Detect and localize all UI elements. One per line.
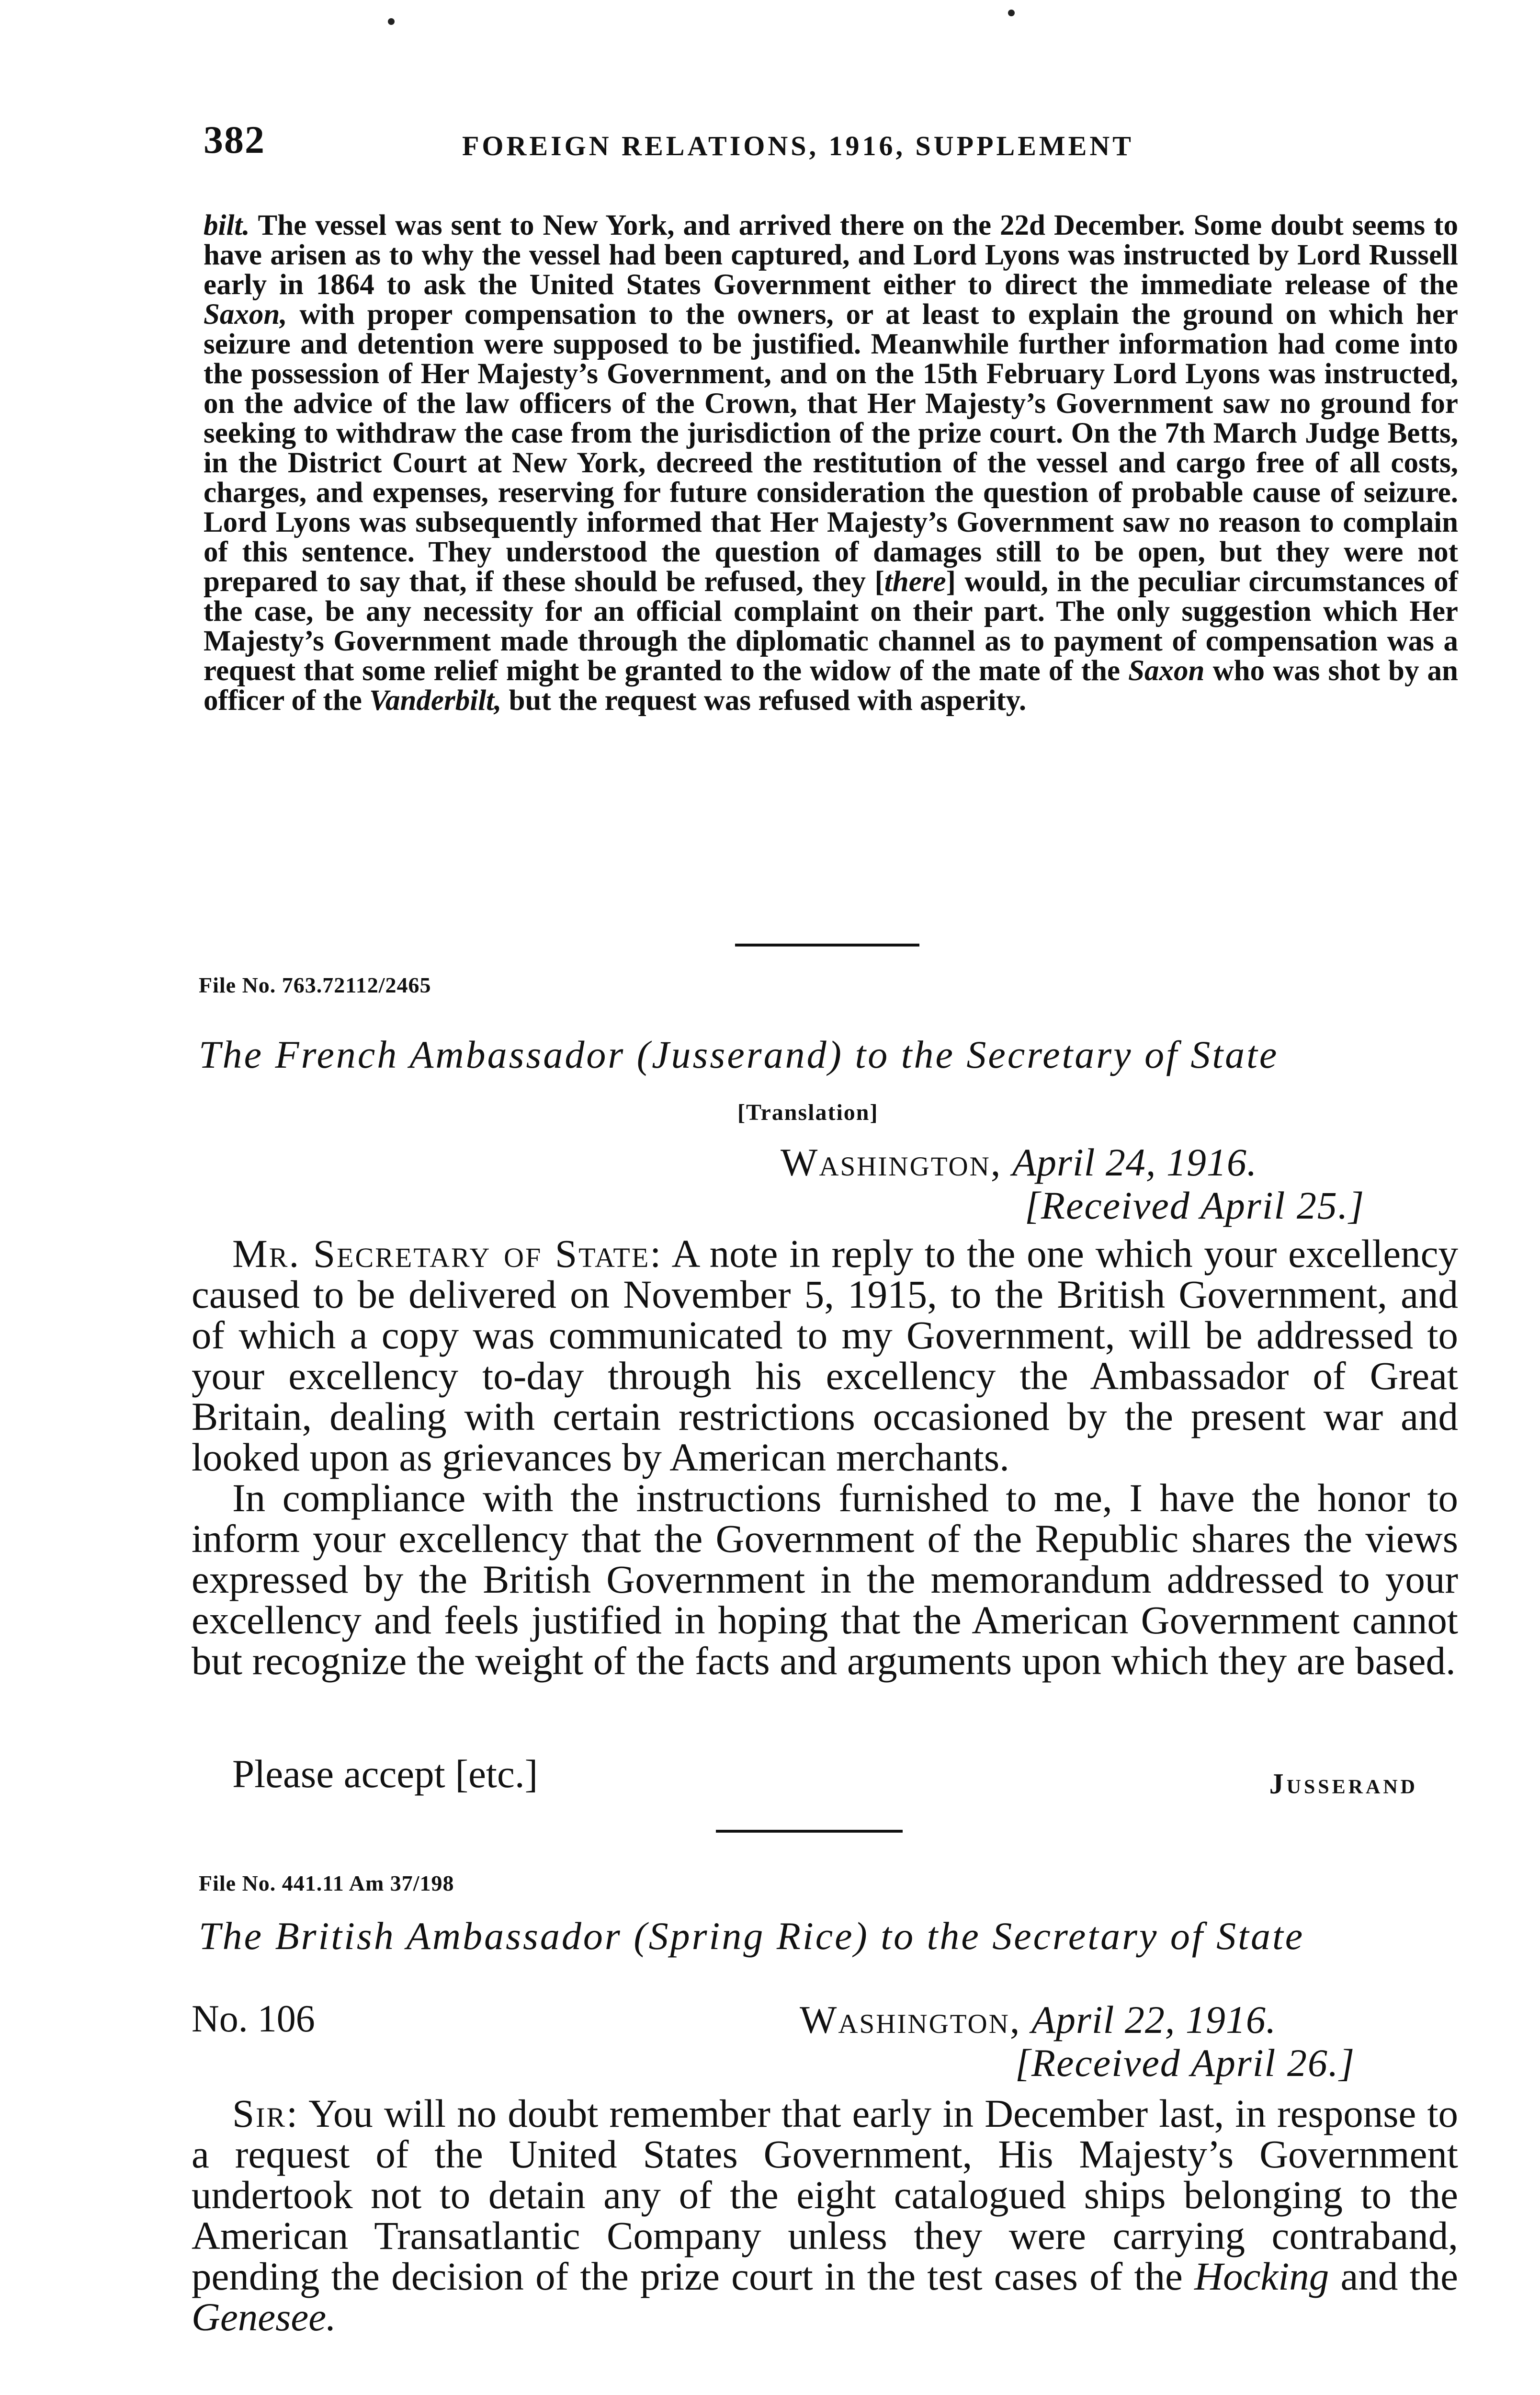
paragraph: In compliance with the instructions furnished to me, I have the honor to inform your excellency that the Government of the Republic shares the views expressed by the British Government in the memorandum addressed to your excellency and feels justified in hoping that the American Government cannot but recognize the weight of the facts and arguments upon which they are based.	[192, 1476, 1458, 1683]
received-date: [Received April 25.]	[1025, 1184, 1365, 1227]
document-heading: The French Ambassador (Jusserand) to the Secretary of State	[199, 1033, 1279, 1076]
continuation-paragraph	[204, 211, 1458, 716]
scan-speck	[1008, 10, 1015, 16]
scan-speck	[388, 18, 395, 25]
file-number: File No. 441.11 Am 37/198	[199, 1871, 454, 1895]
ship-name: Genesee.	[192, 2295, 336, 2339]
section-divider	[735, 944, 919, 947]
dateline: Washington, April 24, 1916.	[781, 1140, 1257, 1184]
paragraph: Mr. Secretary of State: A note in reply to the one which your excellency caused to be delivered on November 5, 1915, to the British Government, and of which a copy was communicated to my Government, will be addressed to your excellency to-day through his excellency the Ambassador of Great Britain, dealing with certain restrictions occasioned by the present war and looked upon as grievances by American merchants.	[192, 1232, 1458, 1479]
continuation-text: bilt. The vessel was sent to New York, and arrived there on the 22d December. Some doubt seems to have arisen as to why the vessel had been captured, and Lord Lyons was instructed by Lord Russell early in 1864 to ask the United States Government either to direct the immediate release of the Saxon, with proper compensation to the owners, or at least to explain the ground on which her seizure and detention were supposed to be justified. Meanwhile further information had come into the possession of Her Majesty’s Government, and on the 15th February Lord Lyons was instructed, on the advice of the law officers of the Crown, that Her Majesty’s Government saw no ground for seeking to withdraw the case from the jurisdiction of the prize court. On the 7th March Judge Betts, in the District Court at New York, decreed the restitution of the vessel and cargo free of all costs, charges, and expenses, reserving for future consideration the question of probable cause of seizure. Lord Lyons was subsequently informed that Her Majesty’s Government saw no reason to complain of this sentence. They understood the question of damages still to be open, but they were not prepared to say that, if these should be refused, they [there] would, in the peculiar circumstances of the case, be any necessity for an official complaint on their part. The only suggestion which Her Majesty’s Government made through the diplomatic channel as to payment of compensation was a request that some relief might be granted to the widow of the mate of the Saxon who was shot by an officer of the Vanderbilt, but the request was refused with asperity.	[204, 209, 1458, 717]
file-number: File No. 763.72112/2465	[199, 973, 431, 997]
closing: Please accept [etc.]	[232, 1752, 538, 1796]
section-divider	[716, 1830, 903, 1833]
ship-name: Hocking	[1194, 2254, 1329, 2298]
letter-body	[192, 2093, 1458, 2338]
page-header	[204, 117, 1458, 170]
letter-body	[192, 1233, 1458, 1681]
page-number: 382	[204, 118, 265, 161]
translation-note: [Translation]	[737, 1100, 879, 1125]
running-title: FOREIGN RELATIONS, 1916, SUPPLEMENT	[462, 130, 1134, 161]
dateline: Washington, April 22, 1916.	[800, 1998, 1277, 2041]
paragraph: Sir: You will no doubt remember that early in December last, in response to a request of the United States Government, His Majesty’s Government undertook not to detain any of the eight catalogued ships belonging to the American Transatlantic Company unless they were carrying contraband, pending the decision of the prize court in the test cases of the Hocking and the Genesee.	[192, 2091, 1458, 2339]
received-date: [Received April 26.]	[1015, 2041, 1356, 2085]
document-number: No. 106	[192, 1998, 315, 2040]
signature: Jusserand	[1269, 1768, 1418, 1800]
document-heading: The British Ambassador (Spring Rice) to the Secretary of State	[199, 1914, 1305, 1958]
